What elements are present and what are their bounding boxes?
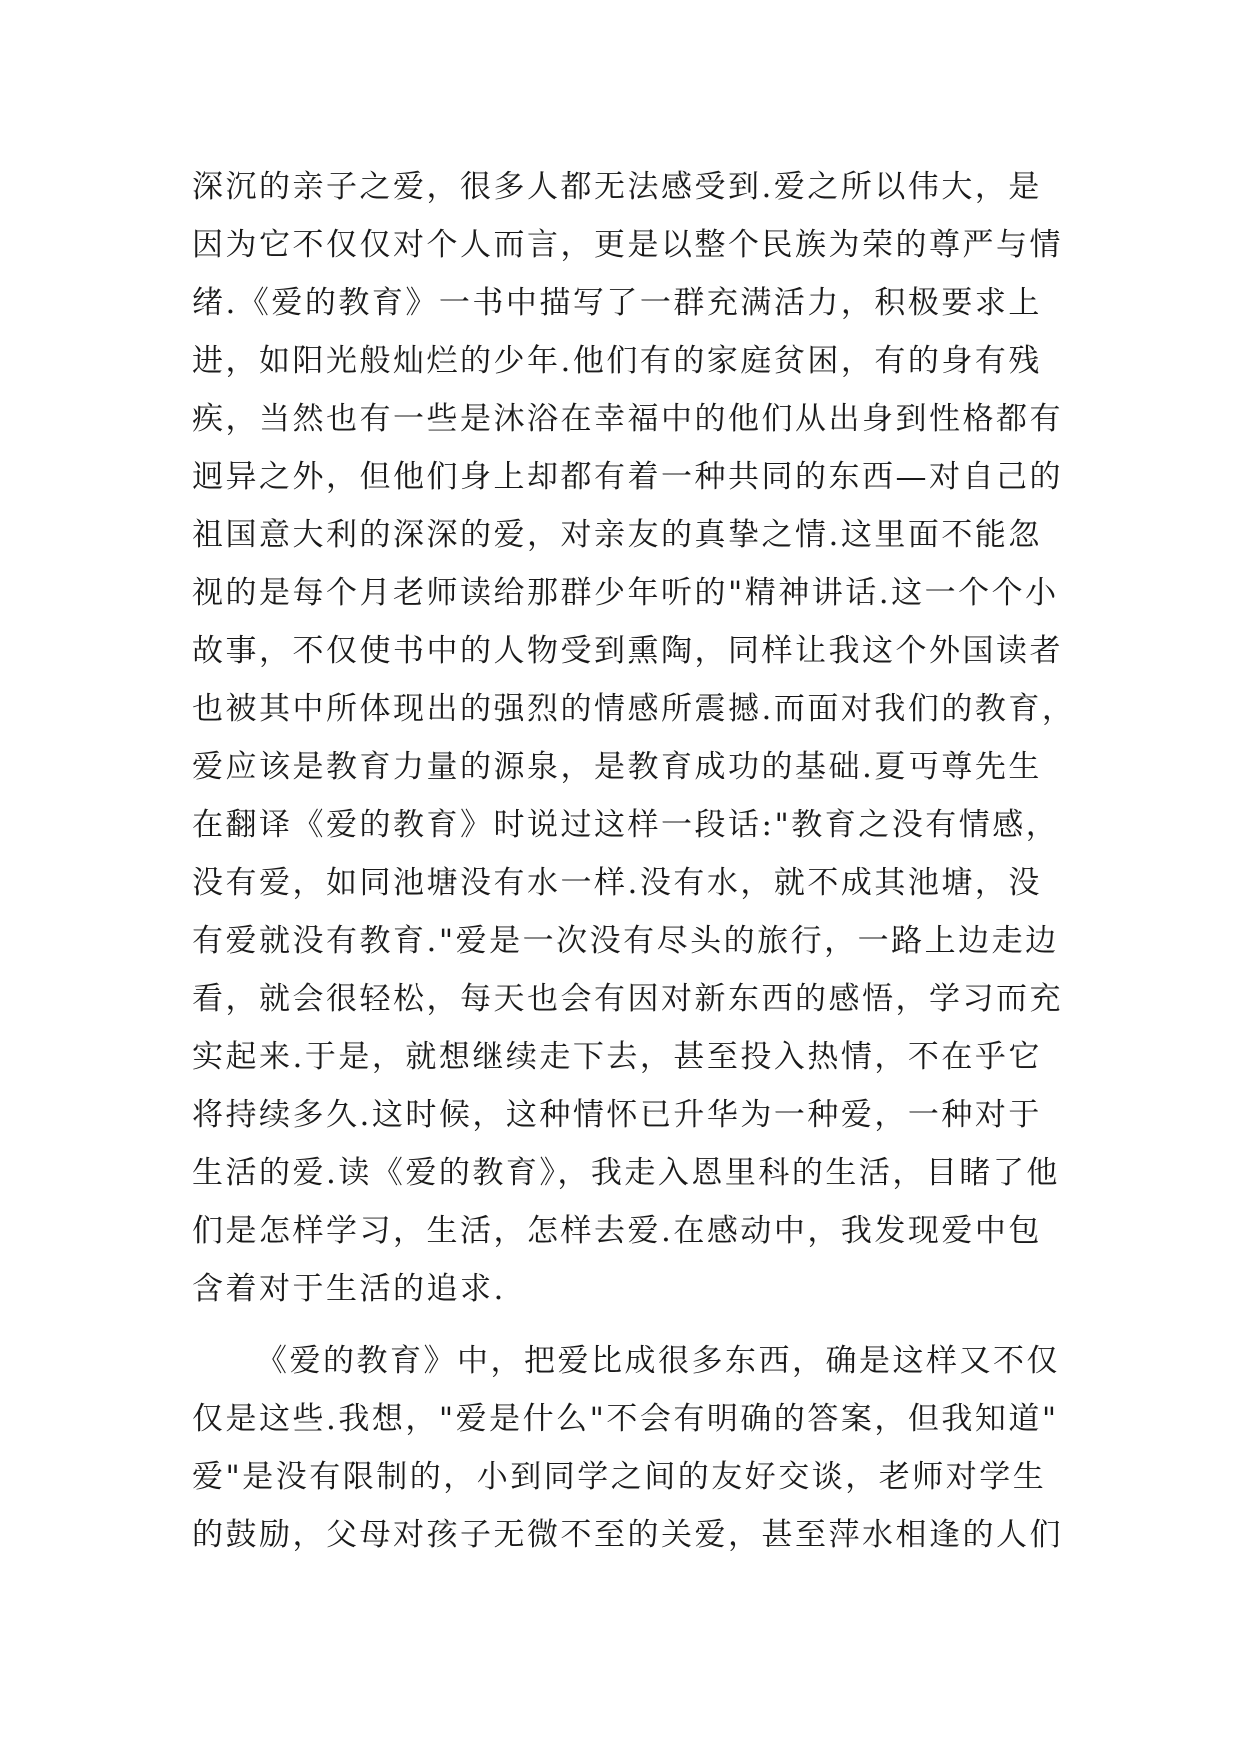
text-line: 含着对于生活的追求.: [192, 1271, 506, 1307]
text-line: 绪.《爱的教育》一书中描写了一群充满活力，积极要求上: [192, 285, 1042, 321]
text-line: 有爱就没有教育."爱是一次没有尽头的旅行，一路上边走边: [192, 923, 1059, 959]
text-line: 看，就会很轻松，每天也会有因对新东西的感悟，学习而充: [192, 981, 1063, 1017]
text-line: 将持续多久.这时候，这种情怀已升华为一种爱，一种对于: [192, 1097, 1042, 1133]
text-line: 爱应该是教育力量的源泉，是教育成功的基础.夏丏尊先生: [192, 749, 1042, 785]
text-line: 没有爱，如同池塘没有水一样.没有水，就不成其池塘，没: [192, 865, 1042, 901]
body-text: [192, 158, 1076, 1564]
paragraph-1: [192, 158, 1076, 1318]
text-line: 因为它不仅仅对个人而言，更是以整个民族为荣的尊严与情: [192, 227, 1063, 263]
text-line: 也被其中所体现出的强烈的情感所震撼.而面对我们的教育，: [192, 691, 1076, 727]
text-line: 故事，不仅使书中的人物受到熏陶，同样让我这个外国读者: [192, 633, 1063, 669]
text-line: 深沉的亲子之爱，很多人都无法感受到.爱之所以伟大，是: [192, 169, 1042, 205]
text-line: 疾，当然也有一些是沐浴在幸福中的他们从出身到性格都有: [192, 401, 1063, 437]
text-line: 仅是这些.我想，"爱是什么"不会有明确的答案，但我知道": [192, 1401, 1059, 1437]
text-line: 视的是每个月老师读给那群少年听的"精神讲话.这一个个小: [192, 575, 1059, 611]
text-line: 祖国意大利的深深的爱，对亲友的真挚之情.这里面不能忽: [192, 517, 1042, 553]
text-line: 们是怎样学习，生活，怎样去爱.在感动中，我发现爱中包: [192, 1213, 1042, 1249]
text-line: 爱"是没有限制的，小到同学之间的友好交谈，老师对学生: [192, 1459, 1047, 1495]
text-line: 生活的爱.读《爱的教育》，我走入恩里科的生活，目睹了他: [192, 1155, 1060, 1191]
text-line: 实起来.于是，就想继续走下去，甚至投入热情，不在乎它: [192, 1039, 1042, 1075]
text-line: 的鼓励，父母对孩子无微不至的关爱，甚至萍水相逢的人们: [192, 1517, 1063, 1553]
text-line: 迥异之外，但他们身上却都有着一种共同的东西—对自己的: [192, 459, 1063, 495]
text-line: 在翻译《爱的教育》时说过这样一段话:"教育之没有情感，: [192, 807, 1060, 843]
text-line: 进，如阳光般灿烂的少年.他们有的家庭贫困，有的身有残: [192, 343, 1042, 379]
paragraph-2: [192, 1332, 1070, 1564]
paragraph-gap: [192, 1318, 1070, 1332]
text-line: 《爱的教育》中，把爱比成很多东西，确是这样又不仅: [256, 1343, 1060, 1379]
